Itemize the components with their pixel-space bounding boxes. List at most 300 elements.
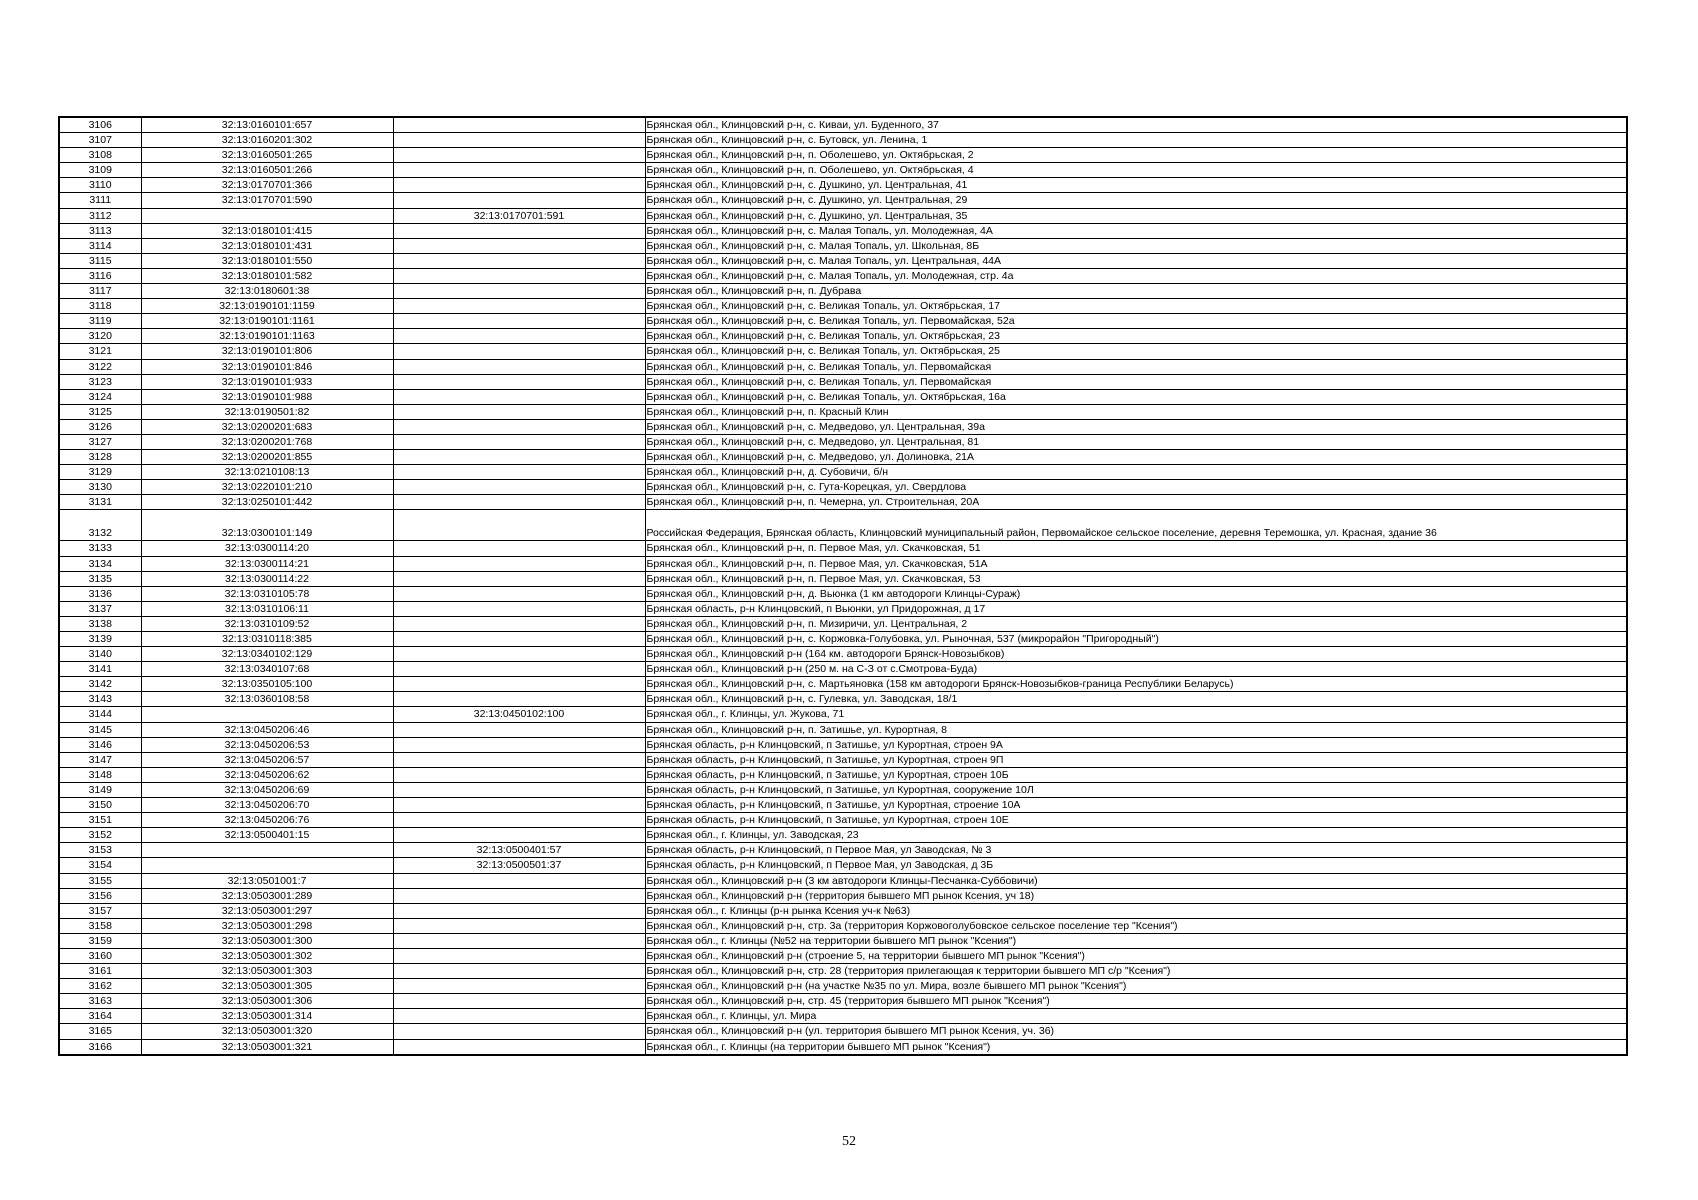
- cadastral-number-cell: [141, 208, 393, 223]
- cadastral-number-alt-cell: [393, 692, 645, 707]
- cadastral-number-alt-cell: [393, 571, 645, 586]
- row-number-cell: 3108: [59, 148, 141, 163]
- cadastral-number-alt-cell: [393, 253, 645, 268]
- table-row: [59, 374, 1627, 389]
- address-cell: Брянская область, р-н Клинцовский, п Затишье, ул Курортная, сооружение 10Л: [645, 782, 1627, 797]
- address-cell: Брянская обл., Клинцовский р-н, с. Коржовка-Голубовка, ул. Рыночная, 537 (микрорайон "Пригородный"): [645, 632, 1627, 647]
- address-cell: Брянская обл., Клинцовский р-н (164 км. автодороги Брянск-Новозыбков): [645, 647, 1627, 662]
- cadastral-number-alt-cell: [393, 616, 645, 631]
- address-cell: Брянская обл., Клинцовский р-н, с. Медведово, ул. Центральная, 39а: [645, 419, 1627, 434]
- table-row: [59, 299, 1627, 314]
- cadastral-number-alt-cell: [393, 510, 645, 541]
- cadastral-number-alt-cell: [393, 238, 645, 253]
- cadastral-number-cell: 32:13:0210108:13: [141, 465, 393, 480]
- address-cell: Брянская обл., г. Клинцы (на территории бывшего МП рынок "Ксения"): [645, 1039, 1627, 1055]
- address-cell: Брянская область, р-н Клинцовский, п Первое Мая, ул Заводская, д 3Б: [645, 858, 1627, 873]
- cadastral-number-alt-cell: [393, 148, 645, 163]
- row-number-cell: 3115: [59, 253, 141, 268]
- cadastral-number-alt-cell: [393, 389, 645, 404]
- address-cell: Брянская обл., Клинцовский р-н, п. Мизиричи, ул. Центральная, 2: [645, 616, 1627, 631]
- row-number-cell: 3148: [59, 767, 141, 782]
- address-cell: Брянская обл., Клинцовский р-н, п. Первое Мая, ул. Скачковская, 51А: [645, 556, 1627, 571]
- cadastral-number-cell: 32:13:0350105:100: [141, 677, 393, 692]
- cadastral-number-alt-cell: [393, 450, 645, 465]
- row-number-cell: 3147: [59, 752, 141, 767]
- cadastral-number-cell: 32:13:0300101:149: [141, 510, 393, 541]
- table-row: [59, 571, 1627, 586]
- cadastral-number-cell: 32:13:0180601:38: [141, 284, 393, 299]
- cadastral-number-cell: 32:13:0180101:415: [141, 223, 393, 238]
- cadastral-number-cell: 32:13:0190101:846: [141, 359, 393, 374]
- row-number-cell: 3119: [59, 314, 141, 329]
- row-number-cell: 3121: [59, 344, 141, 359]
- table-row: [59, 238, 1627, 253]
- row-number-cell: 3160: [59, 948, 141, 963]
- row-number-cell: 3114: [59, 238, 141, 253]
- cadastral-number-cell: 32:13:0450206:53: [141, 737, 393, 752]
- cadastral-number-cell: 32:13:0310106:11: [141, 601, 393, 616]
- address-cell: Брянская обл., Клинцовский р-н, с. Малая Топаль, ул. Молодежная, 4А: [645, 223, 1627, 238]
- row-number-cell: 3158: [59, 918, 141, 933]
- cadastral-number-cell: 32:13:0180101:431: [141, 238, 393, 253]
- cadastral-number-cell: 32:13:0503001:298: [141, 918, 393, 933]
- address-cell: Брянская обл., Клинцовский р-н, стр. 45 (территория бывшего МП рынок "Ксения"): [645, 994, 1627, 1009]
- table-row: [59, 767, 1627, 782]
- address-cell: Брянская обл., Клинцовский р-н, с. Киваи, ул. Буденного, 37: [645, 117, 1627, 133]
- cadastral-number-cell: 32:13:0190101:933: [141, 374, 393, 389]
- cadastral-number-alt-cell: [393, 541, 645, 556]
- address-cell: Брянская область, р-н Клинцовский, п Первое Мая, ул Заводская, № 3: [645, 843, 1627, 858]
- address-cell: Брянская обл., Клинцовский р-н, с. Малая Топаль, ул. Центральная, 44А: [645, 253, 1627, 268]
- row-number-cell: 3130: [59, 480, 141, 495]
- table-row: [59, 404, 1627, 419]
- address-cell: Брянская обл., Клинцовский р-н, п. Затишье, ул. Курортная, 8: [645, 722, 1627, 737]
- cadastral-number-cell: 32:13:0190501:82: [141, 404, 393, 419]
- address-cell: Брянская обл., Клинцовский р-н, с. Малая Топаль, ул. Молодежная, стр. 4а: [645, 268, 1627, 283]
- table-row: [59, 933, 1627, 948]
- address-cell: Брянская обл., Клинцовский р-н, с. Малая Топаль, ул. Школьная, 8Б: [645, 238, 1627, 253]
- table-row: [59, 329, 1627, 344]
- table-row: [59, 556, 1627, 571]
- address-cell: Брянская область, р-н Клинцовский, п Затишье, ул Курортная, строен 9А: [645, 737, 1627, 752]
- table-row: [59, 480, 1627, 495]
- cadastral-number-alt-cell: [393, 1024, 645, 1039]
- row-number-cell: 3138: [59, 616, 141, 631]
- table-row: [59, 314, 1627, 329]
- cadastral-number-cell: 32:13:0360108:58: [141, 692, 393, 707]
- table-row: [59, 707, 1627, 722]
- address-cell: Брянская обл., Клинцовский р-н, п. Первое Мая, ул. Скачковская, 53: [645, 571, 1627, 586]
- table-row: [59, 798, 1627, 813]
- cadastral-number-alt-cell: [393, 374, 645, 389]
- address-cell: Российская Федерация, Брянская область, Клинцовский муниципальный район, Первомайское сельское поселение, деревня Теремошка, ул. Красная, здание 36: [645, 510, 1627, 541]
- row-number-cell: 3153: [59, 843, 141, 858]
- cadastral-number-alt-cell: [393, 722, 645, 737]
- cadastral-number-alt-cell: [393, 434, 645, 449]
- cadastral-number-cell: 32:13:0300114:22: [141, 571, 393, 586]
- cadastral-number-alt-cell: [393, 873, 645, 888]
- table-row: [59, 419, 1627, 434]
- address-cell: Брянская обл., Клинцовский р-н, с. Душкино, ул. Центральная, 35: [645, 208, 1627, 223]
- table-row: [59, 647, 1627, 662]
- cadastral-number-cell: 32:13:0450206:70: [141, 798, 393, 813]
- address-cell: Брянская обл., Клинцовский р-н, д. Вьюнка (1 км автодороги Клинцы-Сураж): [645, 586, 1627, 601]
- row-number-cell: 3126: [59, 419, 141, 434]
- row-number-cell: 3143: [59, 692, 141, 707]
- cadastral-number-cell: 32:13:0503001:289: [141, 888, 393, 903]
- address-cell: Брянская обл., Клинцовский р-н, с. Медведово, ул. Центральная, 81: [645, 434, 1627, 449]
- address-cell: Брянская область, р-н Клинцовский, п Вьюнки, ул Придорожная, д 17: [645, 601, 1627, 616]
- cadastral-number-alt-cell: [393, 117, 645, 133]
- table-row: [59, 813, 1627, 828]
- address-cell: Брянская обл., Клинцовский р-н, с. Бутовск, ул. Ленина, 1: [645, 133, 1627, 148]
- table-row: [59, 223, 1627, 238]
- cadastral-number-alt-cell: [393, 782, 645, 797]
- cadastral-number-cell: 32:13:0340107:68: [141, 662, 393, 677]
- address-cell: Брянская обл., Клинцовский р-н, с. Медведово, ул. Долиновка, 21А: [645, 450, 1627, 465]
- cadastral-number-alt-cell: [393, 994, 645, 1009]
- address-cell: Брянская обл., Клинцовский р-н, с. Душкино, ул. Центральная, 29: [645, 193, 1627, 208]
- address-cell: Брянская обл., Клинцовский р-н, п. Красный Клин: [645, 404, 1627, 419]
- address-cell: Брянская обл., г. Клинцы, ул. Заводская, 23: [645, 828, 1627, 843]
- cadastral-number-cell: 32:13:0200201:768: [141, 434, 393, 449]
- cadastral-number-alt-cell: [393, 178, 645, 193]
- address-cell: Брянская область, р-н Клинцовский, п Затишье, ул Курортная, строен 9П: [645, 752, 1627, 767]
- cadastral-number-cell: 32:13:0300114:21: [141, 556, 393, 571]
- row-number-cell: 3151: [59, 813, 141, 828]
- cadastral-number-cell: 32:13:0250101:442: [141, 495, 393, 510]
- cadastral-number-cell: 32:13:0170701:590: [141, 193, 393, 208]
- cadastral-number-alt-cell: [393, 465, 645, 480]
- cadastral-number-cell: 32:13:0300114:20: [141, 541, 393, 556]
- row-number-cell: 3133: [59, 541, 141, 556]
- table-row: [59, 359, 1627, 374]
- cadastral-number-cell: 32:13:0180101:582: [141, 268, 393, 283]
- cadastral-number-cell: 32:13:0200201:683: [141, 419, 393, 434]
- cadastral-number-alt-cell: [393, 647, 645, 662]
- table-row: [59, 148, 1627, 163]
- table-row: [59, 450, 1627, 465]
- table-row: [59, 193, 1627, 208]
- cadastral-number-cell: 32:13:0170701:366: [141, 178, 393, 193]
- table-row: [59, 858, 1627, 873]
- address-cell: Брянская обл., Клинцовский р-н (250 м. на С-З от с.Смотрова-Буда): [645, 662, 1627, 677]
- cadastral-number-cell: 32:13:0200201:855: [141, 450, 393, 465]
- cadastral-number-alt-cell: [393, 299, 645, 314]
- table-row: [59, 616, 1627, 631]
- row-number-cell: 3122: [59, 359, 141, 374]
- row-number-cell: 3106: [59, 117, 141, 133]
- cadastral-number-cell: [141, 858, 393, 873]
- address-cell: Брянская обл., Клинцовский р-н, стр. 3а (территория Коржовоголубовское сельское поселение тер "Ксения"): [645, 918, 1627, 933]
- cadastral-number-cell: 32:13:0220101:210: [141, 480, 393, 495]
- cadastral-number-alt-cell: [393, 419, 645, 434]
- cadastral-number-alt-cell: [393, 933, 645, 948]
- address-cell: Брянская обл., Клинцовский р-н (на участке №35 по ул. Мира, возле бывшего МП рынок "Ксения"): [645, 979, 1627, 994]
- cadastral-number-cell: [141, 707, 393, 722]
- table-row: [59, 541, 1627, 556]
- table-row: [59, 133, 1627, 148]
- address-cell: Брянская обл., Клинцовский р-н, с. Душкино, ул. Центральная, 41: [645, 178, 1627, 193]
- table-row: [59, 284, 1627, 299]
- cadastral-number-cell: 32:13:0160101:657: [141, 117, 393, 133]
- table-row: [59, 632, 1627, 647]
- table-row: [59, 253, 1627, 268]
- address-cell: Брянская обл., Клинцовский р-н, с. Великая Топаль, ул. Первомайская, 52а: [645, 314, 1627, 329]
- cadastral-number-cell: 32:13:0450206:62: [141, 767, 393, 782]
- table-row: [59, 948, 1627, 963]
- cadastral-number-alt-cell: [393, 677, 645, 692]
- cadastral-number-alt-cell: [393, 813, 645, 828]
- row-number-cell: 3156: [59, 888, 141, 903]
- address-cell: Брянская обл., Клинцовский р-н, п. Оболешево, ул. Октябрьская, 4: [645, 163, 1627, 178]
- address-cell: Брянская обл., Клинцовский р-н (строение 5, на территории бывшего МП рынок "Ксения"): [645, 948, 1627, 963]
- address-cell: Брянская обл., Клинцовский р-н, с. Великая Топаль, ул. Октябрьская, 17: [645, 299, 1627, 314]
- table-row: [59, 389, 1627, 404]
- cadastral-number-cell: 32:13:0190101:1159: [141, 299, 393, 314]
- row-number-cell: 3113: [59, 223, 141, 238]
- row-number-cell: 3161: [59, 964, 141, 979]
- address-cell: Брянская обл., Клинцовский р-н (ул. территория бывшего МП рынок Ксения, уч. 36): [645, 1024, 1627, 1039]
- row-number-cell: 3123: [59, 374, 141, 389]
- cadastral-number-cell: 32:13:0450206:57: [141, 752, 393, 767]
- cadastral-number-alt-cell: [393, 948, 645, 963]
- cadastral-number-cell: 32:13:0190101:988: [141, 389, 393, 404]
- cadastral-number-cell: 32:13:0160201:302: [141, 133, 393, 148]
- row-number-cell: 3163: [59, 994, 141, 1009]
- cadastral-number-alt-cell: [393, 1009, 645, 1024]
- cadastral-number-alt-cell: [393, 662, 645, 677]
- address-cell: Брянская обл., Клинцовский р-н, с. Великая Топаль, ул. Октябрьская, 16а: [645, 389, 1627, 404]
- table-row: [59, 601, 1627, 616]
- cadastral-number-cell: 32:13:0310109:52: [141, 616, 393, 631]
- address-cell: Брянская обл., г. Клинцы (р-н рынка Ксения уч-к №63): [645, 903, 1627, 918]
- address-cell: Брянская область, р-н Клинцовский, п Затишье, ул Курортная, строен 10Е: [645, 813, 1627, 828]
- address-cell: Брянская обл., Клинцовский р-н, п. Дубрава: [645, 284, 1627, 299]
- cadastral-number-cell: 32:13:0503001:320: [141, 1024, 393, 1039]
- cadastral-number-alt-cell: [393, 193, 645, 208]
- page-number: 52: [842, 1134, 856, 1149]
- cadastral-number-cell: 32:13:0190101:1163: [141, 329, 393, 344]
- row-number-cell: 3125: [59, 404, 141, 419]
- table-row: [59, 873, 1627, 888]
- cadastral-number-alt-cell: [393, 979, 645, 994]
- cadastral-number-cell: 32:13:0340102:129: [141, 647, 393, 662]
- cadastral-number-alt-cell: [393, 163, 645, 178]
- cadastral-number-alt-cell: [393, 601, 645, 616]
- row-number-cell: 3128: [59, 450, 141, 465]
- row-number-cell: 3146: [59, 737, 141, 752]
- table-row: [59, 722, 1627, 737]
- address-cell: Брянская обл., Клинцовский р-н, п. Оболешево, ул. Октябрьская, 2: [645, 148, 1627, 163]
- cadastral-number-alt-cell: 32:13:0500401:57: [393, 843, 645, 858]
- row-number-cell: 3116: [59, 268, 141, 283]
- row-number-cell: 3120: [59, 329, 141, 344]
- cadastral-number-alt-cell: [393, 556, 645, 571]
- row-number-cell: 3135: [59, 571, 141, 586]
- cadastral-number-alt-cell: [393, 903, 645, 918]
- table-row: [59, 465, 1627, 480]
- address-cell: Брянская обл., Клинцовский р-н, п. Чемерна, ул. Строительная, 20А: [645, 495, 1627, 510]
- address-cell: Брянская обл., Клинцовский р-н (территория бывшего МП рынок Ксения, уч 18): [645, 888, 1627, 903]
- address-cell: Брянская обл., Клинцовский р-н, с. Великая Топаль, ул. Первомайская: [645, 374, 1627, 389]
- table-row: [59, 163, 1627, 178]
- row-number-cell: 3157: [59, 903, 141, 918]
- row-number-cell: 3164: [59, 1009, 141, 1024]
- row-number-cell: 3149: [59, 782, 141, 797]
- table-row: [59, 1039, 1627, 1055]
- cadastral-number-cell: 32:13:0503001:300: [141, 933, 393, 948]
- row-number-cell: 3145: [59, 722, 141, 737]
- row-number-cell: 3117: [59, 284, 141, 299]
- row-number-cell: 3144: [59, 707, 141, 722]
- cadastral-number-alt-cell: [393, 314, 645, 329]
- cadastral-number-alt-cell: 32:13:0450102:100: [393, 707, 645, 722]
- cadastral-number-cell: 32:13:0450206:46: [141, 722, 393, 737]
- table-row: [59, 737, 1627, 752]
- table-row: [59, 344, 1627, 359]
- cadastral-number-cell: 32:13:0160501:265: [141, 148, 393, 163]
- row-number-cell: 3111: [59, 193, 141, 208]
- cadastral-number-alt-cell: [393, 752, 645, 767]
- row-number-cell: 3124: [59, 389, 141, 404]
- cadastral-number-cell: 32:13:0503001:303: [141, 964, 393, 979]
- cadastral-number-alt-cell: [393, 1039, 645, 1055]
- cadastral-number-cell: 32:13:0503001:306: [141, 994, 393, 1009]
- table-row: [59, 178, 1627, 193]
- table-row: [59, 994, 1627, 1009]
- table-row: [59, 586, 1627, 601]
- address-cell: Брянская обл., г. Клинцы, ул. Мира: [645, 1009, 1627, 1024]
- registry-table-body: [59, 117, 1627, 1055]
- cadastral-number-alt-cell: [393, 133, 645, 148]
- cadastral-number-cell: 32:13:0500401:15: [141, 828, 393, 843]
- address-cell: Брянская обл., Клинцовский р-н, д. Субовичи, б/н: [645, 465, 1627, 480]
- row-number-cell: 3136: [59, 586, 141, 601]
- address-cell: Брянская обл., г. Клинцы (№52 на территории бывшего МП рынок "Ксения"): [645, 933, 1627, 948]
- table-row: [59, 828, 1627, 843]
- table-row: [59, 662, 1627, 677]
- cadastral-number-cell: 32:13:0180101:550: [141, 253, 393, 268]
- address-cell: Брянская обл., Клинцовский р-н (3 км автодороги Клинцы-Песчанка-Суббовичи): [645, 873, 1627, 888]
- row-number-cell: 3139: [59, 632, 141, 647]
- cadastral-number-cell: 32:13:0503001:302: [141, 948, 393, 963]
- cadastral-number-alt-cell: [393, 404, 645, 419]
- address-cell: Брянская область, р-н Клинцовский, п Затишье, ул Курортная, строение 10А: [645, 798, 1627, 813]
- table-row: [59, 208, 1627, 223]
- cadastral-number-alt-cell: [393, 828, 645, 843]
- cadastral-number-alt-cell: [393, 586, 645, 601]
- cadastral-number-alt-cell: [393, 888, 645, 903]
- address-cell: Брянская обл., Клинцовский р-н, с. Великая Топаль, ул. Октябрьская, 25: [645, 344, 1627, 359]
- cadastral-number-cell: 32:13:0503001:297: [141, 903, 393, 918]
- row-number-cell: 3154: [59, 858, 141, 873]
- cadastral-number-alt-cell: [393, 632, 645, 647]
- row-number-cell: 3131: [59, 495, 141, 510]
- table-row: [59, 510, 1627, 541]
- row-number-cell: 3141: [59, 662, 141, 677]
- cadastral-number-alt-cell: 32:13:0500501:37: [393, 858, 645, 873]
- cadastral-number-cell: 32:13:0310118:385: [141, 632, 393, 647]
- cadastral-number-alt-cell: [393, 344, 645, 359]
- row-number-cell: 3129: [59, 465, 141, 480]
- cadastral-number-cell: 32:13:0501001:7: [141, 873, 393, 888]
- table-row: [59, 752, 1627, 767]
- table-row: [59, 782, 1627, 797]
- table-row: [59, 117, 1627, 133]
- table-row: [59, 1024, 1627, 1039]
- row-number-cell: 3137: [59, 601, 141, 616]
- address-cell: Брянская обл., Клинцовский р-н, с. Гута-Корецкая, ул. Свердлова: [645, 480, 1627, 495]
- row-number-cell: 3132: [59, 510, 141, 541]
- row-number-cell: 3165: [59, 1024, 141, 1039]
- row-number-cell: 3150: [59, 798, 141, 813]
- cadastral-number-cell: 32:13:0310105:78: [141, 586, 393, 601]
- table-row: [59, 268, 1627, 283]
- cadastral-number-alt-cell: [393, 268, 645, 283]
- table-row: [59, 677, 1627, 692]
- address-cell: Брянская обл., Клинцовский р-н, с. Гулевка, ул. Заводская, 18/1: [645, 692, 1627, 707]
- row-number-cell: 3166: [59, 1039, 141, 1055]
- row-number-cell: 3112: [59, 208, 141, 223]
- cadastral-number-alt-cell: [393, 480, 645, 495]
- address-cell: Брянская обл., Клинцовский р-н, с. Великая Топаль, ул. Октябрьская, 23: [645, 329, 1627, 344]
- row-number-cell: 3162: [59, 979, 141, 994]
- cadastral-number-alt-cell: [393, 359, 645, 374]
- row-number-cell: 3134: [59, 556, 141, 571]
- address-cell: Брянская обл., Клинцовский р-н, стр. 28 (территория прилегающая к территории бывшего МП с/р "Ксения"): [645, 964, 1627, 979]
- row-number-cell: 3142: [59, 677, 141, 692]
- table-row: [59, 964, 1627, 979]
- table-row: [59, 888, 1627, 903]
- cadastral-number-cell: [141, 843, 393, 858]
- address-cell: Брянская обл., г. Клинцы, ул. Жукова, 71: [645, 707, 1627, 722]
- cadastral-number-cell: 32:13:0503001:305: [141, 979, 393, 994]
- address-cell: Брянская область, р-н Клинцовский, п Затишье, ул Курортная, строен 10Б: [645, 767, 1627, 782]
- cadastral-number-alt-cell: [393, 918, 645, 933]
- cadastral-number-cell: 32:13:0503001:321: [141, 1039, 393, 1055]
- row-number-cell: 3152: [59, 828, 141, 843]
- row-number-cell: 3159: [59, 933, 141, 948]
- table-row: [59, 979, 1627, 994]
- cadastral-number-cell: 32:13:0503001:314: [141, 1009, 393, 1024]
- address-cell: Брянская обл., Клинцовский р-н, п. Первое Мая, ул. Скачковская, 51: [645, 541, 1627, 556]
- cadastral-number-alt-cell: [393, 737, 645, 752]
- cadastral-number-alt-cell: [393, 329, 645, 344]
- cadastral-number-alt-cell: [393, 495, 645, 510]
- cadastral-number-cell: 32:13:0190101:1161: [141, 314, 393, 329]
- cadastral-number-alt-cell: [393, 284, 645, 299]
- cadastral-number-cell: 32:13:0190101:806: [141, 344, 393, 359]
- table-row: [59, 495, 1627, 510]
- cadastral-number-cell: 32:13:0160501:266: [141, 163, 393, 178]
- cadastral-number-alt-cell: [393, 964, 645, 979]
- row-number-cell: 3107: [59, 133, 141, 148]
- table-row: [59, 903, 1627, 918]
- row-number-cell: 3109: [59, 163, 141, 178]
- address-cell: Брянская обл., Клинцовский р-н, с. Великая Топаль, ул. Первомайская: [645, 359, 1627, 374]
- row-number-cell: 3118: [59, 299, 141, 314]
- table-row: [59, 434, 1627, 449]
- address-cell: Брянская обл., Клинцовский р-н, с. Мартьяновка (158 км автодороги Брянск-Новозыбков-граница Республики Беларусь): [645, 677, 1627, 692]
- cadastral-number-cell: 32:13:0450206:69: [141, 782, 393, 797]
- cadastral-number-alt-cell: [393, 798, 645, 813]
- cadastral-number-alt-cell: 32:13:0170701:591: [393, 208, 645, 223]
- cadastral-number-alt-cell: [393, 223, 645, 238]
- row-number-cell: 3155: [59, 873, 141, 888]
- row-number-cell: 3110: [59, 178, 141, 193]
- table-row: [59, 692, 1627, 707]
